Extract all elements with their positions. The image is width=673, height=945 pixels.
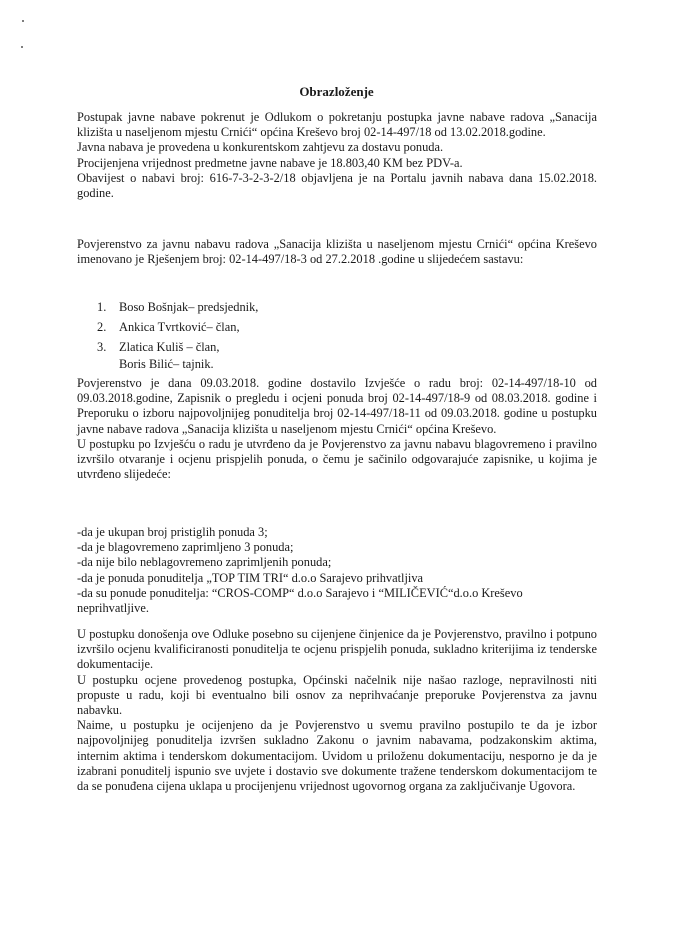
scan-speck	[22, 20, 24, 22]
list-item: 2. Ankica Tvrtković– član,	[97, 320, 240, 334]
list-item: 1. Boso Bošnjak– predsjednik,	[97, 300, 259, 314]
intro-section	[77, 110, 597, 201]
findings-section	[77, 525, 597, 616]
scan-speck	[21, 46, 23, 48]
conclusion-paragraph: U postupku ocjene provedenog postupka, Općinski načelnik nije našao razloge, nepravilnosti niti propuste u radu, koji bi eventualno bili osnov za neprihvaćanje preporuke Povjerenstva za javnu nabavku.	[77, 672, 597, 718]
finding-item: -da nije bilo neblagovremeno zaprimljenih ponuda;	[77, 555, 332, 570]
finding-item: -da je ukupan broj pristiglih ponuda 3;	[77, 525, 268, 539]
report-paragraph: Povjerenstvo je dana 09.03.2018. godine dostavilo Izvješće o radu broj: 02-14-497/18-10 od 09.03.2018.godine, Zapisnik o pregledu i ocjeni ponuda broj 02-14-497/18-9 od 08.03.2018. godine i Preporuku o izboru najpovoljnijeg ponuditelja broj 02-14-497/18-11 od 09.03.2018. godine u postupku javne nabave radova „Sanacija klizišta u naseljenom mjestu Crnići“ općina Kreševo.	[77, 376, 597, 436]
intro-paragraph: Postupak javne nabave pokrenut je Odlukom o pokretanju postupka javne nabave radova „Sanacija klizišta u naseljenom mjestu Crnići“ općina Kreševo broj 02-14-497/18 od 13.02.2018.godine.	[77, 110, 597, 140]
finding-item: -da je blagovremeno zaprimljeno 3 ponuda;	[77, 540, 294, 555]
commission-members-list	[97, 297, 617, 374]
intro-paragraph: Javna nabava je provedena u konkurentskom zahtjevu za dostavu ponuda.	[77, 140, 444, 155]
intro-paragraph: Obavijest o nabavi broj: 616-7-3-2-3-2/18 objavljena je na Portalu javnih nabava dana 15.02.2018. godine.	[77, 170, 597, 201]
finding-item: -da su ponude ponuditelja: “CROS-COMP“ d.o.o Sarajevo i “MILIČEVIĆ“d.o.o Kreševo neprihvatljive.	[77, 585, 523, 616]
commission-intro: Povjerenstvo za javnu nabavu radova „Sanacija klizišta u naseljenom mjestu Crnići“ općina Kreševo imenovano je Rješenjem broj: 02-14-497/18-3 od 27.2.2018 .godine u slijedećem sastavu:	[77, 237, 597, 267]
finding-item: -da je ponuda ponuditelja „TOP TIM TRI“ d.o.o Sarajevo prihvatljiva	[77, 570, 424, 585]
conclusion-paragraph: U postupku donošenja ove Odluke posebno su cijenjene činjenice da je Povjerenstvo, pravilno i potpuno izvršilo ocjenu kvalificiranosti ponuditelja te ocjenu prispjelih ponuda, sukladno kriterijima iz tenderske dokumentacije.	[77, 627, 597, 672]
list-item: 3. Zlatica Kuliš – član,	[97, 340, 220, 354]
document-title: Obrazloženje	[299, 84, 374, 99]
report-paragraph: U postupku po Izvješću o radu je utvrđeno da je Povjerenstvo za javnu nabavu blagovremeno i pravilno izvršilo otvaranje i ocjenu prispjelih ponuda, o čemu je sačinilo odgovarajuće zapisnike, u kojima je utvrđeno slijedeće:	[77, 436, 597, 482]
intro-paragraph: Procijenjena vrijednost predmetne javne nabave je 18.803,40 KM bez PDV-a.	[77, 155, 463, 170]
conclusion-paragraph: Naime, u postupku je ocijenjeno da je Povjerenstvo u svemu pravilno postupilo te da je izbor najpovoljnijeg ponuditelja izvršen sukladno Zakonu o javnim nabavama, podzakonskim aktima, internim aktima i tenderskom dokumentacijom. Uvidom u priloženu dokumentaciju, nesporno je da je izabrani ponuditelj ispunio sve uvjete i dostavio sve dokumente tražene tenderskom dokumentacijom te da se ponuđena cijena uklapa u procijenjenu vrijednost ugovornog organa za zaključivanje Ugovora.	[77, 718, 597, 794]
report-section	[77, 376, 597, 482]
conclusion-section	[77, 627, 597, 794]
commission-section	[77, 237, 597, 267]
list-item: Boris Bilić– tajnik.	[119, 357, 214, 371]
